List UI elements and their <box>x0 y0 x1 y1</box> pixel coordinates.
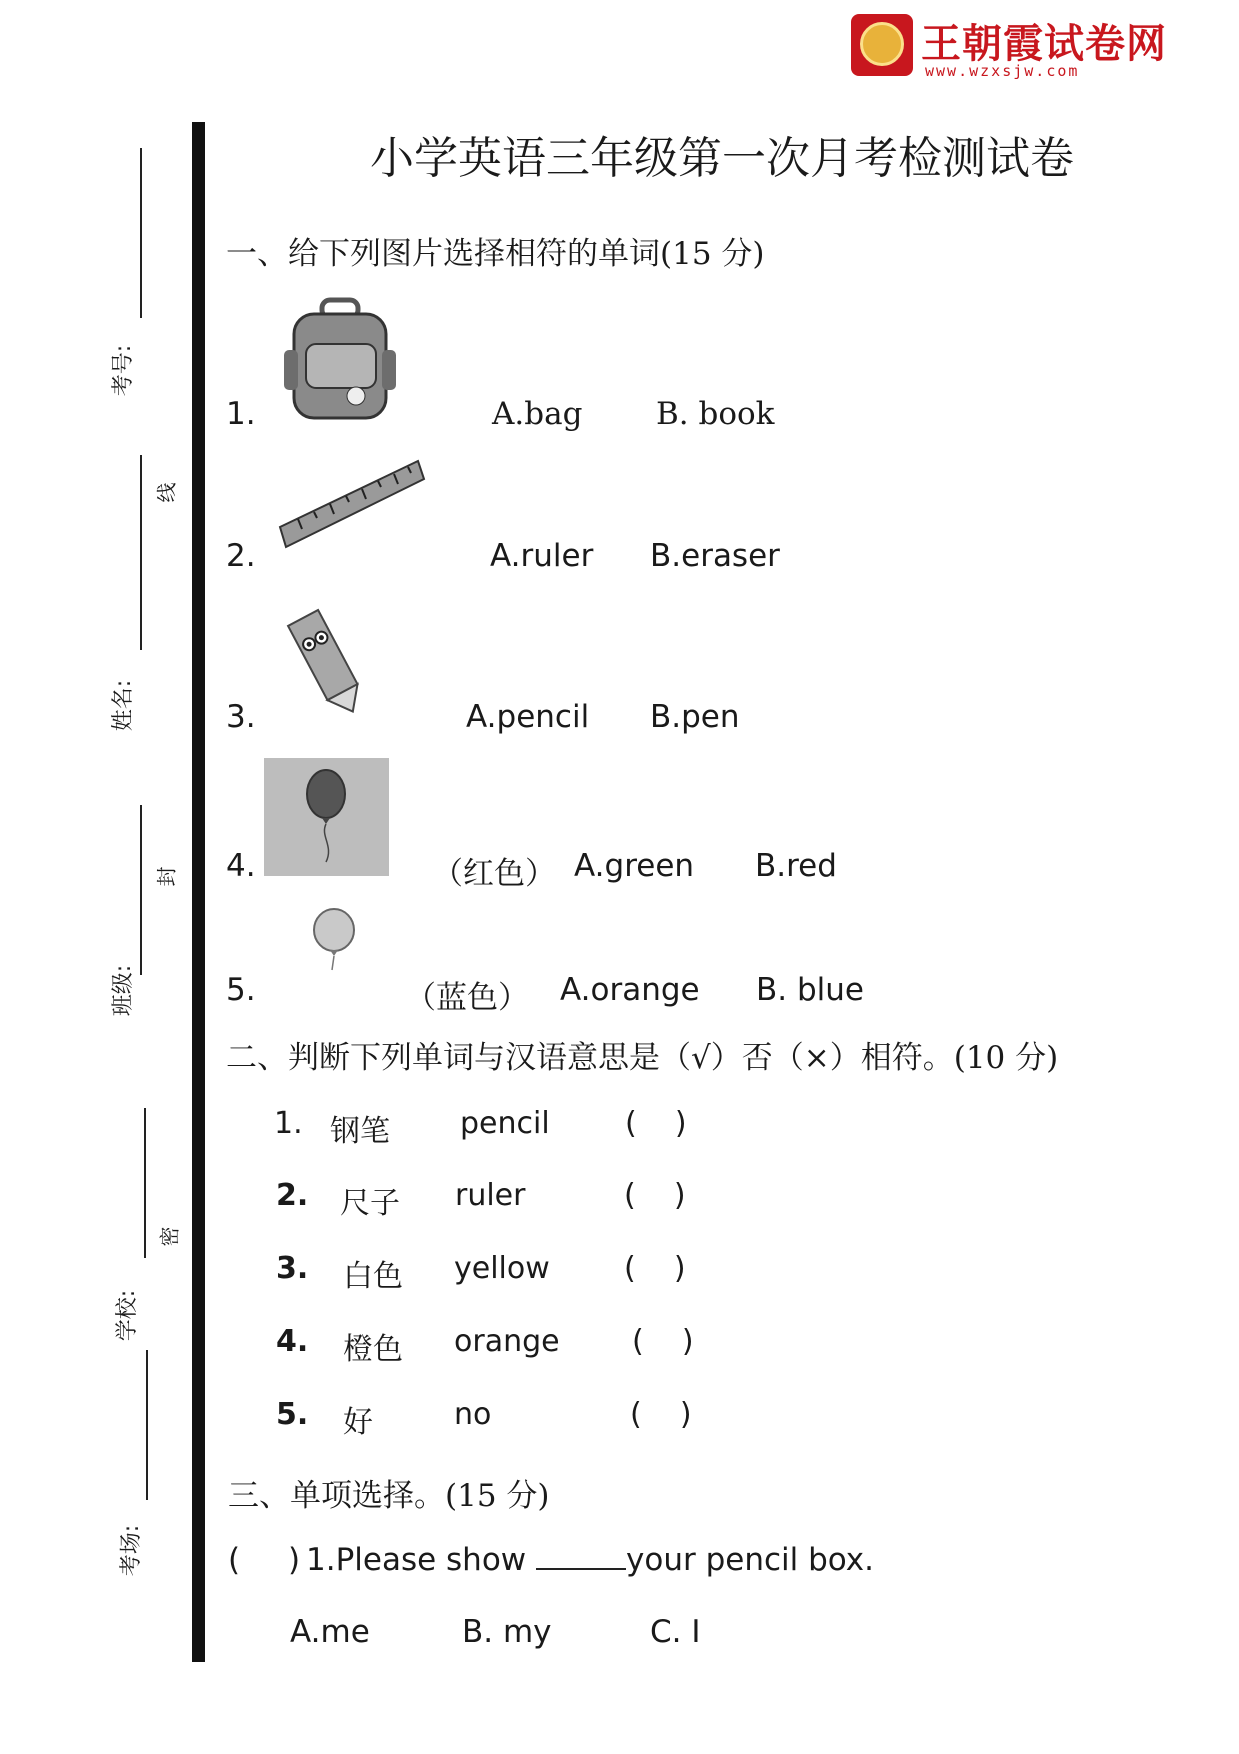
p3-q1-blank[interactable] <box>536 1542 626 1570</box>
p2-q2-answer-paren[interactable]: ( ) <box>624 1178 686 1213</box>
name-label: 姓名: <box>111 679 137 732</box>
p2-q3-chinese: 白色 <box>343 1259 403 1294</box>
p1-q5-hint: （蓝色） <box>405 980 529 1016</box>
p2-q5-number: 5. <box>276 1397 309 1432</box>
p1-q3-option-b: B.pen <box>650 699 740 735</box>
p1-q1-option-b: B. book <box>656 396 775 432</box>
p3-q1-text-after: your pencil box. <box>626 1542 874 1578</box>
p3-q1-option-c: C. I <box>650 1614 701 1650</box>
name-line <box>140 455 142 650</box>
class-label: 班级: <box>111 964 137 1017</box>
seal-mi-char: 密 <box>157 1226 182 1247</box>
p2-q1-answer-paren[interactable]: ( ) <box>625 1106 687 1141</box>
logo-url: www.wzxsjw.com <box>925 62 1080 80</box>
p1-q4-number: 4. <box>226 848 256 884</box>
exam-title: 小学英语三年级第一次月考检测试卷 <box>370 133 1074 184</box>
room-label: 考场: <box>119 1524 145 1577</box>
backpack-picture <box>280 296 400 421</box>
blue-balloon-picture <box>306 906 362 972</box>
p1-q3-option-a: A.pencil <box>466 699 590 735</box>
p1-q2-option-b: B.eraser <box>650 538 780 574</box>
p1-q1-option-a: A.bag <box>492 396 583 432</box>
p1-q5-option-a: A.orange <box>560 972 700 1008</box>
school-label: 学校: <box>115 1289 141 1342</box>
p2-q2-english: ruler <box>455 1178 526 1213</box>
p2-q3-answer-paren[interactable]: ( ) <box>624 1251 686 1286</box>
p2-q5-english: no <box>454 1397 492 1432</box>
p2-q1-chinese: 钢笔 <box>330 1114 390 1149</box>
part1-heading: 一、给下列图片选择相符的单词(15 分) <box>226 236 765 272</box>
p2-q5-chinese: 好 <box>343 1405 373 1440</box>
p2-q2-chinese: 尺子 <box>340 1186 400 1221</box>
p1-q5-option-b: B. blue <box>756 972 864 1008</box>
seal-line-char: 线 <box>154 482 179 503</box>
p2-q4-chinese: 橙色 <box>343 1332 403 1367</box>
ruler-picture <box>278 455 426 555</box>
p2-q3-english: yellow <box>454 1251 550 1286</box>
p2-q4-number: 4. <box>276 1324 309 1359</box>
p2-q1-number: 1. <box>274 1106 303 1141</box>
p2-q3-number: 3. <box>276 1251 309 1286</box>
class-line <box>140 805 142 975</box>
p3-q1-option-b: B. my <box>462 1614 552 1650</box>
p1-q5-number: 5. <box>226 972 256 1008</box>
pencil-picture <box>282 608 372 723</box>
p1-q4-hint: （红色） <box>432 856 556 892</box>
p1-q4-option-b: B.red <box>755 848 837 884</box>
part3-heading: 三、单项选择。(15 分) <box>228 1478 550 1514</box>
p2-q2-number: 2. <box>276 1178 309 1213</box>
p3-q1-text-before: 1.Please show <box>306 1542 537 1578</box>
p3-q1-question <box>306 1542 874 1578</box>
p1-q4-option-a: A.green <box>574 848 695 884</box>
exam-no-line <box>140 148 142 318</box>
exam-no-label: 考号: <box>111 344 137 397</box>
p2-q1-english: pencil <box>460 1106 550 1141</box>
seal-feng-char: 封 <box>154 866 179 887</box>
p2-q4-english: orange <box>454 1324 560 1359</box>
p1-q2-option-a: A.ruler <box>490 538 594 574</box>
binding-bar <box>192 122 205 1662</box>
logo-seal-icon <box>851 14 913 76</box>
p1-q2-number: 2. <box>226 538 256 574</box>
p3-q1-option-a: A.me <box>290 1614 370 1650</box>
part2-heading: 二、判断下列单词与汉语意思是（√）否（×）相符。(10 分) <box>226 1040 1059 1076</box>
room-line <box>146 1350 148 1500</box>
red-balloon-picture <box>264 758 389 876</box>
p1-q3-number: 3. <box>226 699 256 735</box>
logo-name: 王朝霞试卷网 <box>921 21 1167 67</box>
p2-q5-answer-paren[interactable]: ( ) <box>630 1397 692 1432</box>
p2-q4-answer-paren[interactable]: ( ) <box>632 1324 694 1359</box>
p3-q1-answer-open[interactable]: ( <box>228 1542 241 1578</box>
school-line <box>144 1108 146 1258</box>
site-logo <box>851 12 1166 78</box>
p1-q1-number: 1. <box>226 396 256 432</box>
p3-q1-answer-close: ) <box>288 1542 301 1578</box>
